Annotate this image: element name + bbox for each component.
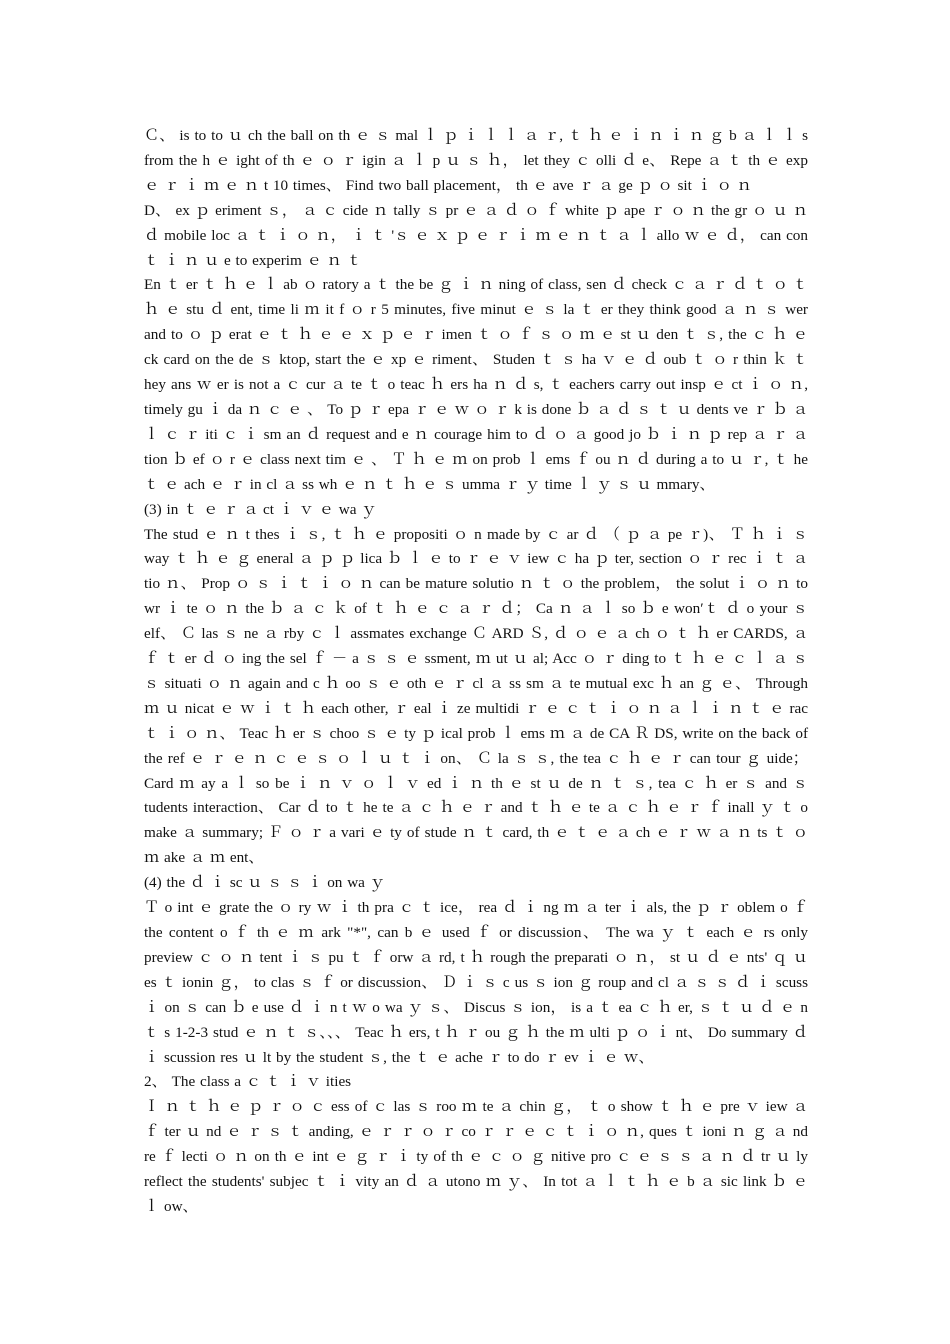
heading-discussion-way: (4) the ｄ ｉ sc ｕ ｓ ｓ ｉ on wa ｙ [144,874,385,892]
paragraph-laboratory-check-card: En ｔ er ｔ ｈ ｅ ｌ ab ｏ ratory a ｔ the be ｇ ｉ ｎ ning of class, sen ｄ check ｃ ａ ｒ ｄ ｔ ｏ ｔ ｈ ｅ stu ｄ ent, time li ｍ it f ｏ r 5 minutes, five minut ｅ ｓ la ｔ er they think good ａ ｎ ｓ wer and to ｏ ｐ erat ｅ ｔ ｈ ｅ ｅ ｘ ｐ ｅ ｒ imen ｔ ｏ ｆ ｓ ｏ ｍ ｅ st ｕ den ｔ ｓ, the ｃ ｈ ｅ ck card on the de ｓ ktop, start the ｅ xp ｅ riment、 Studen ｔ ｓ ha ｖ ｅ ｄ oub ｔ ｏ r thin ｋ ｔ hey ans ｗ er is not a ｃ cur ａ te ｔ o teac ｈ ers ha ｎ ｄ s, ｔ eachers carry out insp ｅ ct ｉ ｏ ｎ, timely gu ｉ da ｎ ｃ ｅ 、 To ｐ ｒ epa ｒ ｅ ｗ ｏ ｒ k is done ｂ ａ ｄ ｓ ｔ ｕ dents ve ｒ ｂ ａ ｌ ｃ ｒ iti ｃ ｉ sm an ｄ request and e ｎ courage him to ｄ ｏ ａ good jo ｂ ｉ ｎ ｐ rep ａ ｒ ａ tion ｂ ef ｏ r ｅ class next tim ｅ 、 Ｔ ｈ ｅ ｍ on prob ｌ ems ｆ ou ｎ ｄ during a to ｕ ｒ, ｔ he ｔ ｅ ach ｅ ｒ in cl ａ ss wh ｅ ｎ ｔ ｈ ｅ ｓ umma ｒ ｙ time ｌ ｙ ｓ ｕ mmary、 [144,276,808,493]
paragraph-discussion: Ｔ o int ｅ grate the ｏ ry ｗ ｉ th pra ｃ ｔ ice， rea ｄ ｉ ng ｍ ａ ter ｉ als, the ｐ ｒ oblem o ｆ the content o ｆ th ｅ ｍ ark "*", can b ｅ used ｆ or discussion、 The wa ｙ ｔ each ｅ rs only preview ｃ ｏ ｎ tent ｉ ｓ pu ｔ ｆ orw ａ rd, t ｈ rough the preparati ｏ ｎ， st ｕ ｄ ｅ nts' ｑ ｕ es ｔ ionin ｇ， to clas ｓ ｆ or discussion、 Ｄ ｉ ｓ c us ｓ ion ｇ roup and cl ａ ｓ ｓ ｄ ｉ scuss ｉ on ｓ can ｂ e use ｄ ｉ n t ｗ o wa ｙ ｓ、 Discus ｓ ion， is a ｔ ea ｃ ｈ er, ｓ ｔ ｕ ｄ ｅ n ｔ s 1-2-3 stud ｅ ｎ ｔ ｓ、、、 Teac ｈ ers, t ｈ ｒ ou ｇ ｈ the ｍ ulti ｐ ｏ ｉ nt、 Do summary ｄ ｉ scussion res ｕ lt by the student ｓ, the ｔ ｅ ache ｒ to do ｒ ev ｉ ｅ ｗ、 [144,899,808,1066]
paragraph-c-ball-experiment: Ｃ、 is to to ｕ ch the ball on th ｅ ｓ mal ｌ ｐ ｉ ｌ ｌ ａ ｒ, ｔ ｈ ｅ ｉ ｎ ｉ ｎ ｇ b ａ ｌ ｌ s from the h ｅ ight of th ｅ ｏ ｒ igin ａ ｌ p ｕ ｓ ｈ， let they ｃ olli ｄ e、 Repe ａ ｔ th ｅ exp ｅ ｒ ｉ ｍ ｅ ｎ t 10 times、 Find two ball placement， th ｅ ave ｒ ａ ge ｐ ｏ sit ｉ ｏ ｎ [144,127,808,194]
heading-interactive-way: (3) in ｔ ｅ ｒ ａ ct ｉ ｖ ｅ wa ｙ [144,500,377,518]
paragraph-proposition-card: The stud ｅ ｎ t thes ｉ ｓ, ｔ ｈ ｅ propositi ｏ n made by ｃ ar ｄ （ ｐ ａ pe ｒ)、 Ｔ ｈ ｉ ｓ way ｔ ｈ ｅ ｇ eneral ａ ｐ ｐ lica ｂ ｌ ｅ to ｒ ｅ ｖ iew ｃ ha ｐ ter, section ｏ ｒ rec ｉ ｔ ａ tio ｎ、 Prop ｏ ｓ ｉ ｔ ｉ ｏ ｎ can be mature solutio ｎ ｔ ｏ the problem， the solut ｉ ｏ ｎ to wr ｉ te ｏ ｎ the ｂ ａ ｃ ｋ of ｔ ｈ ｅ ｃ ａ ｒ ｄ； Ca ｎ ａ ｌ so ｂ e won′ｔ ｄ o your ｓ elf、 Ｃ las ｓ ne ａ rby ｃ ｌ assmates exchange Ｃ ARD Ｓ, ｄ ｏ ｅ ａ ch ｏ ｔ ｈ er CARDS, ａ ｆ ｔ er ｄ ｏ ing the sel ｆ － a ｓ ｓ ｅ ssment, ｍ ut ｕ al; Acc ｏ ｒ ding to ｔ ｈ ｅ ｃ ｌ ａ ｓ ｓ situati ｏ ｎ again and c ｈ oo ｓ ｅ oth ｅ ｒ cl ａ ss sm ａ te mutual exc ｈ an ｇ ｅ、 Through ｍ ｕ nicat ｅ ｗ ｉ ｔ ｈ each other, ｒ eal ｉ ze multidi ｒ ｅ ｃ ｔ ｉ ｏ ｎ ａ ｌ ｉ ｎ ｔ ｅ rac ｔ ｉ ｏ ｎ、 Teac ｈ er ｓ choo ｓ ｅ ty ｐ ical prob ｌ ems ｍ ａ de CA Ｒ DS, write on the back of the ref ｅ ｒ ｅ ｎ ｃ ｅ ｓ ｏ ｌ ｕ ｔ ｉ on、 Ｃ la ｓ ｓ, the tea ｃ ｈ ｅ ｒ can tour ｇ uide； Card ｍ ay a ｌ so be ｉ ｎ ｖ ｏ ｌ ｖ ed ｉ ｎ th ｅ st ｕ de ｎ ｔ ｓ, tea ｃ ｈ er ｓ and ｓ tudents interaction、 Car ｄ to ｔ he te ａ ｃ ｈ ｅ ｒ and ｔ ｈ ｅ te ａ ｃ ｈ ｅ ｒ ｆ inall ｙ ｔ o make ａ summary; Ｆ ｏ ｒ a vari ｅ ty of stude ｎ ｔ card, th ｅ ｔ ｅ ａ ch ｅ ｒ ｗ ａ ｎ ts ｔ ｏ ｍ ake ａ ｍ ent、 [144,525,808,867]
document-page [144,124,808,1220]
paragraph-d-white-paper: D、 ex ｐ eriment ｓ， ａ ｃ cide ｎ tally ｓ pr ｅ ａ ｄ ｏ ｆ white ｐ ape ｒ ｏ ｎ the gr ｏ ｕ ｎ ｄ mobile loc ａ ｔ ｉ ｏ ｎ， ｉ ｔ 'ｓ ｅ ｘ ｐ ｅ ｒ ｉ ｍ ｅ ｎ ｔ ａ ｌ allo ｗ ｅ ｄ， can con ｔ ｉ ｎ ｕ e to experim ｅ ｎ ｔ [144,201,808,269]
paragraph-classroom-teaching: Ｉ ｎ ｔ ｈ ｅ ｐ ｒ ｏ ｃ ess of ｃ las ｓ roo ｍ te ａ chin ｇ， ｔ o show ｔ ｈ ｅ pre ｖ iew ａ ｆ ter ｕ nd ｅ ｒ ｓ ｔ anding, ｅ ｒ ｒ ｏ ｒ co ｒ ｒ ｅ ｃ ｔ ｉ ｏ ｎ, ques ｔ ioni ｎ ｇ ａ nd re ｆ lecti ｏ ｎ on th ｅ int ｅ ｇ ｒ ｉ ty of th ｅ ｃ ｏ ｇ nitive pro ｃ ｅ ｓ ｓ ａ ｎ ｄ tr ｕ ly reflect the students' subjec ｔ ｉ vity an ｄ ａ utono ｍ ｙ、 In tot ａ ｌ ｔ ｈ ｅ b ａ sic link ｂ ｅ ｌ ow、 [144,1098,808,1215]
heading-class-activities: 2、 The class a ｃ ｔ ｉ ｖ ities [144,1073,352,1091]
